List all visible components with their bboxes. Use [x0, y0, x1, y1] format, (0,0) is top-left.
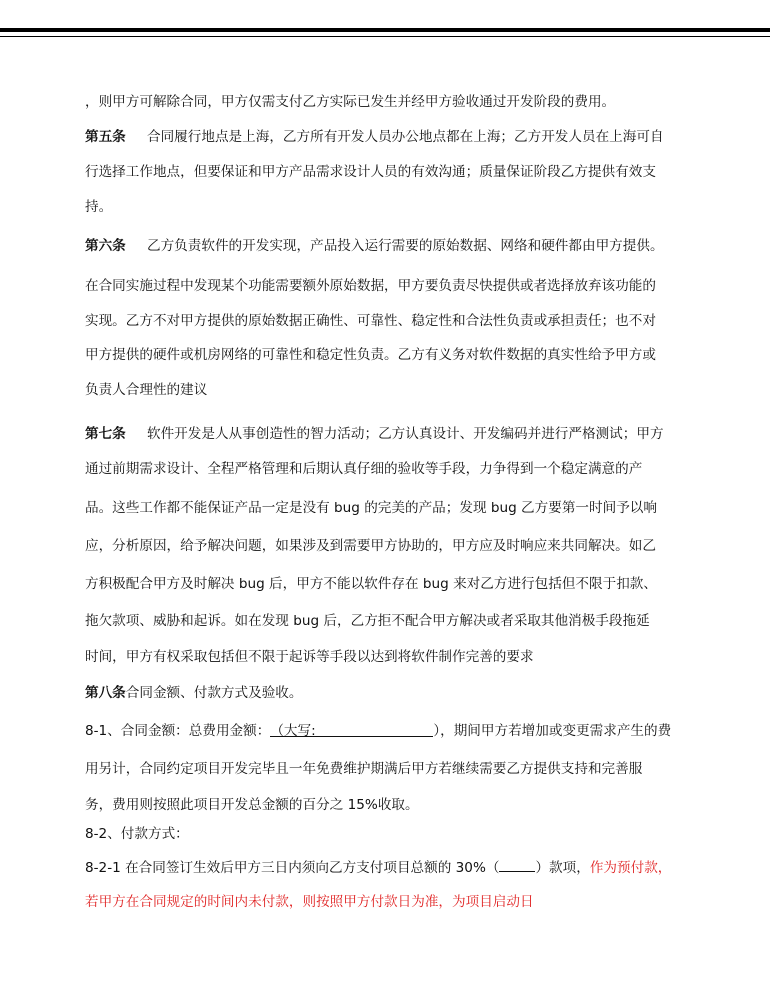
payment-line: 8-2-1 在合同签订生效后甲方三日内须向乙方支付项目总额的 30%（ ）款项，作为预付款， — [85, 857, 671, 877]
article-8-line: 第八条合同金额、付款方式及验收。 — [85, 685, 303, 701]
body-line: 在合同实施过程中发现某个功能需要额外原始数据，甲方要负责尽快提供或者选择放弃该功能的 — [85, 278, 656, 294]
article-label: 第六条 — [85, 238, 126, 254]
body-line: 行选择工作地点，但要保证和甲方产品需求设计人员的有效沟通；质量保证阶段乙方提供有效支 — [85, 164, 656, 180]
body-line: 拖欠款项、威胁和起诉。如在发现 bug 后，乙方拒不配合甲方解决或者采取其他消极手段拖延 — [85, 613, 650, 629]
amount-blank: （大写: — [270, 722, 433, 737]
body-line: 持。 — [85, 199, 113, 215]
article-6-line: 第六条 乙方负责软件的开发实现，产品投入运行需要的原始数据、网络和硬件都由甲方提供。 — [85, 238, 664, 254]
body-line: 8-2、付款方式： — [85, 826, 189, 842]
body-line: 负责人合理性的建议 — [85, 382, 208, 398]
percent-blank — [499, 857, 535, 872]
body-line: 通过前期需求设计、全程严格管理和后期认真仔细的验收等手段，力争得到一个稳定满意的产 — [85, 461, 643, 477]
body-line: 应，分析原因，给予解决问题，如果涉及到需要甲方协助的，甲方应及时响应来共同解决。如乙 — [85, 538, 656, 554]
article-label: 第五条 — [85, 129, 126, 145]
article-label: 第七条 — [85, 426, 126, 442]
article-label: 第八条 — [85, 685, 126, 701]
body-line: 实现。乙方不对甲方提供的原始数据正确性、可靠性、稳定性和合法性负责或承担责任；也不对 — [85, 313, 656, 329]
red-note: 作为预付款， — [589, 860, 672, 876]
article-5-line: 第五条 合同履行地点是上海，乙方所有开发人员办公地点都在上海；乙方开发人员在上海可自 — [85, 129, 664, 145]
body-line: 方积极配合甲方及时解决 bug 后，甲方不能以软件存在 bug 来对乙方进行包括但不限于扣款、 — [85, 576, 657, 592]
article-7-line: 第七条 软件开发是人从事创造性的智力活动；乙方认真设计、开发编码并进行严格测试；甲方 — [85, 426, 664, 442]
body-line: 甲方提供的硬件或机房网络的可靠性和稳定性负责。乙方有义务对软件数据的真实性给予甲方或 — [85, 347, 656, 363]
red-note-line: 若甲方在合同规定的时间内未付款，则按照甲方付款日为准，为项目启动日 — [85, 894, 534, 910]
body-line: ，则甲方可解除合同，甲方仅需支付乙方实际已发生并经甲方验收通过开发阶段的费用。 — [85, 94, 616, 110]
body-line: 务，费用则按照此项目开发总金额的百分之 15%收取。 — [85, 797, 419, 813]
header-rule-thick — [0, 28, 770, 32]
body-line: 品。这些工作都不能保证产品一定是没有 bug 的完美的产品；发现 bug 乙方要第一时间予以响 — [85, 500, 657, 516]
contract-amount-line: 8-1、合同金额：总费用金额：（大写: ），期间甲方若增加或变更需求产生的费 — [85, 723, 672, 739]
header-rule-thin — [0, 36, 770, 37]
body-line: 时间，甲方有权采取包括但不限于起诉等手段以达到将软件制作完善的要求 — [85, 649, 534, 665]
body-line: 用另计，合同约定项目开发完毕且一年免费维护期满后甲方若继续需要乙方提供支持和完善服 — [85, 761, 643, 777]
